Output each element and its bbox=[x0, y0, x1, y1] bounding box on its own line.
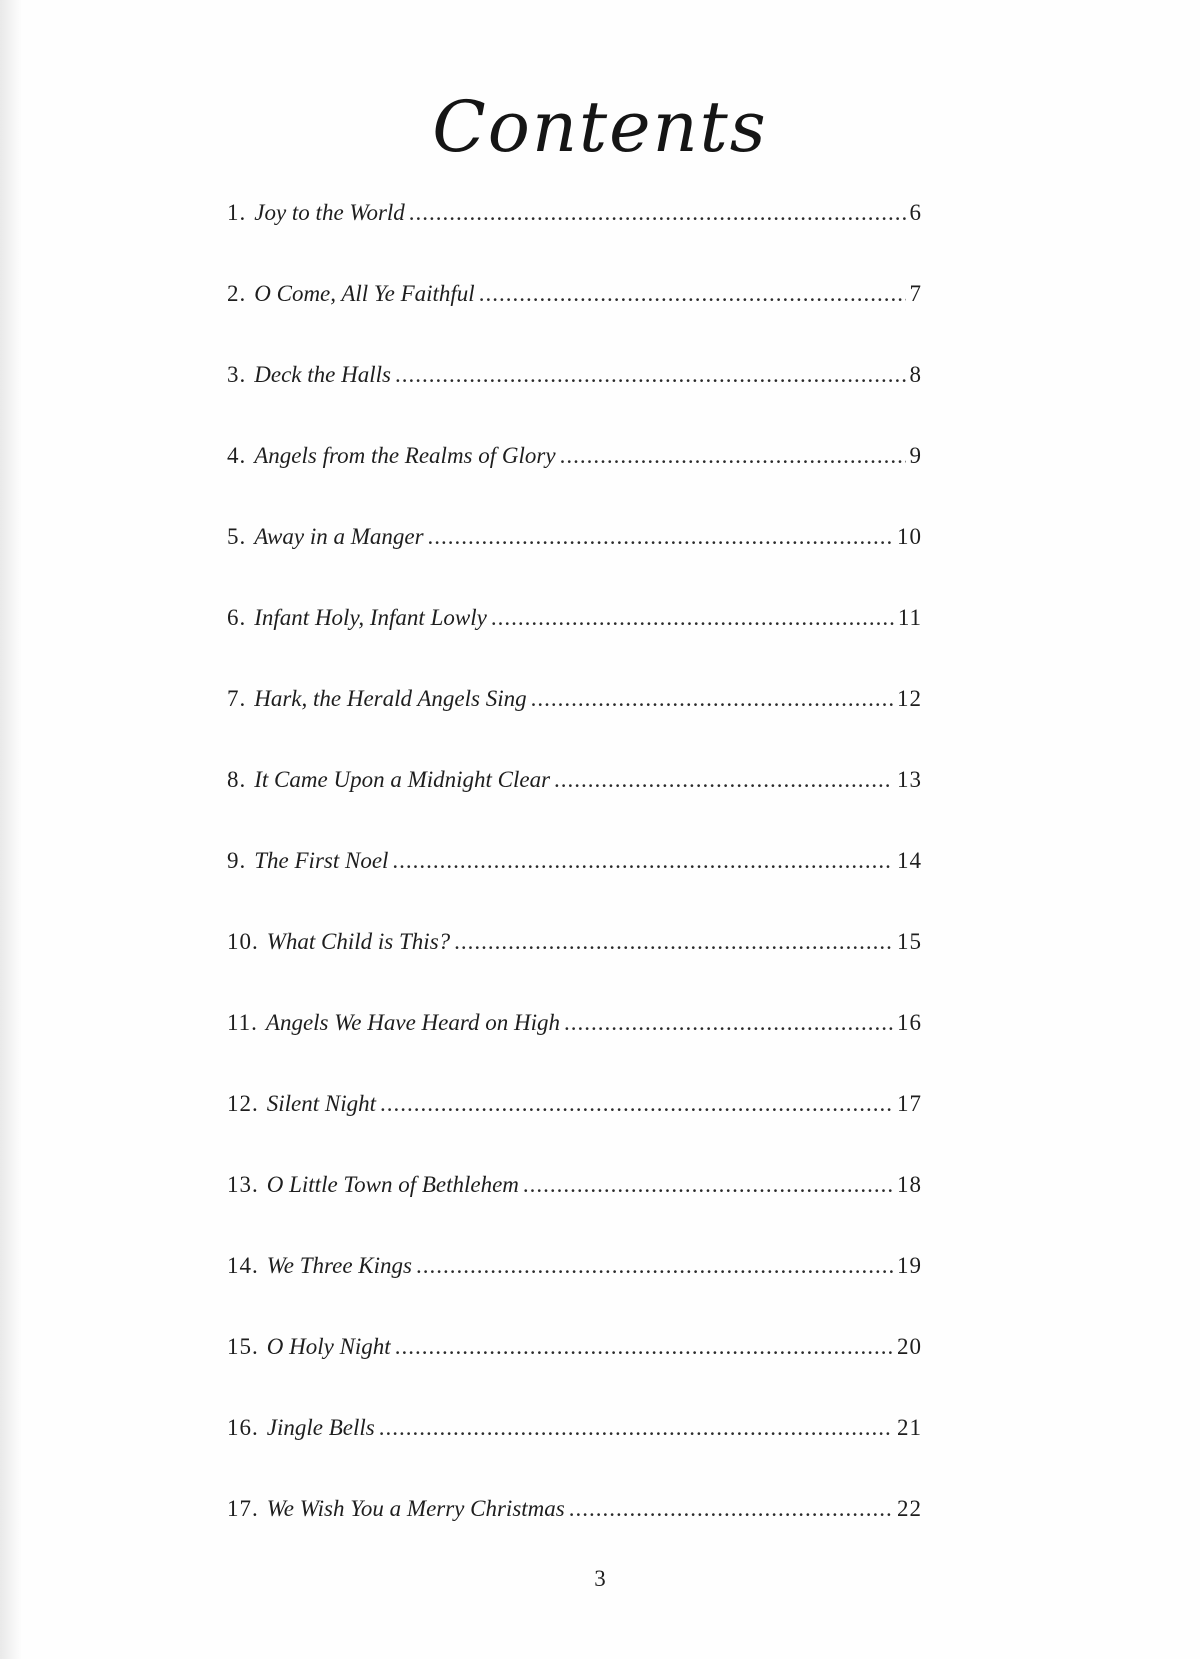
toc-entry[interactable] bbox=[227, 916, 922, 997]
entry-page-number: 6 bbox=[909, 200, 922, 225]
dot-leader bbox=[491, 592, 894, 644]
entry-title: Silent Night bbox=[266, 1091, 376, 1116]
dot-leader bbox=[395, 349, 906, 401]
toc-entry[interactable] bbox=[227, 268, 922, 349]
toc-entry[interactable] bbox=[227, 187, 922, 268]
toc-entry[interactable] bbox=[227, 997, 922, 1078]
dot-leader bbox=[379, 1402, 893, 1454]
entry-page-number: 12 bbox=[897, 686, 922, 711]
table-of-contents bbox=[227, 187, 922, 1564]
toc-entry[interactable] bbox=[227, 349, 922, 430]
dot-leader bbox=[554, 754, 893, 806]
dot-leader bbox=[564, 997, 893, 1049]
dot-leader bbox=[409, 187, 906, 239]
toc-entry[interactable] bbox=[227, 592, 922, 673]
dot-leader bbox=[392, 835, 893, 887]
entry-title: The First Noel bbox=[254, 848, 389, 873]
dot-leader bbox=[428, 511, 893, 563]
entry-number: 10. bbox=[227, 929, 259, 954]
entry-number: 13. bbox=[227, 1172, 259, 1197]
dot-leader bbox=[479, 268, 906, 320]
entry-title: Away in a Manger bbox=[254, 524, 424, 549]
entry-number: 15. bbox=[227, 1334, 259, 1359]
entry-number: 16. bbox=[227, 1415, 259, 1440]
toc-entry[interactable] bbox=[227, 1321, 922, 1402]
toc-entry[interactable] bbox=[227, 1240, 922, 1321]
entry-number: 3. bbox=[227, 362, 247, 387]
entry-number: 4. bbox=[227, 443, 247, 468]
entry-page-number: 9 bbox=[909, 443, 922, 468]
entry-title: Joy to the World bbox=[254, 200, 405, 225]
entry-page-number: 16 bbox=[897, 1010, 922, 1035]
entry-title: Angels from the Realms of Glory bbox=[254, 443, 556, 468]
dot-leader bbox=[416, 1240, 893, 1292]
entry-number: 14. bbox=[227, 1253, 259, 1278]
entry-page-number: 20 bbox=[897, 1334, 922, 1359]
entry-title: O Holy Night bbox=[266, 1334, 391, 1359]
toc-entry[interactable] bbox=[227, 673, 922, 754]
entry-number: 11. bbox=[227, 1010, 258, 1035]
entry-page-number: 8 bbox=[909, 362, 922, 387]
toc-entry[interactable] bbox=[227, 835, 922, 916]
toc-entry[interactable] bbox=[227, 511, 922, 592]
entry-title: Angels We Have Heard on High bbox=[265, 1010, 560, 1035]
entry-page-number: 17 bbox=[897, 1091, 922, 1116]
toc-entry[interactable] bbox=[227, 754, 922, 835]
page-edge-shadow bbox=[0, 0, 22, 1659]
entry-number: 6. bbox=[227, 605, 247, 630]
toc-entry[interactable] bbox=[227, 1078, 922, 1159]
entry-page-number: 21 bbox=[897, 1415, 922, 1440]
entry-number: 8. bbox=[227, 767, 247, 792]
entry-number: 12. bbox=[227, 1091, 259, 1116]
toc-entry[interactable] bbox=[227, 1483, 922, 1564]
entry-page-number: 18 bbox=[897, 1172, 922, 1197]
toc-entry[interactable] bbox=[227, 430, 922, 511]
entry-page-number: 15 bbox=[897, 929, 922, 954]
entry-page-number: 19 bbox=[897, 1253, 922, 1278]
entry-title: Deck the Halls bbox=[254, 362, 391, 387]
dot-leader bbox=[569, 1483, 893, 1535]
entry-title: What Child is This? bbox=[266, 929, 451, 954]
entry-number: 7. bbox=[227, 686, 247, 711]
entry-title: O Come, All Ye Faithful bbox=[254, 281, 475, 306]
dot-leader bbox=[523, 1159, 893, 1211]
entry-title: It Came Upon a Midnight Clear bbox=[254, 767, 551, 792]
dot-leader bbox=[531, 673, 893, 725]
entry-title: Hark, the Herald Angels Sing bbox=[254, 686, 527, 711]
toc-entry[interactable] bbox=[227, 1402, 922, 1483]
entry-page-number: 10 bbox=[897, 524, 922, 549]
entry-title: O Little Town of Bethlehem bbox=[266, 1172, 519, 1197]
entry-title: Jingle Bells bbox=[266, 1415, 375, 1440]
dot-leader bbox=[560, 430, 906, 482]
entry-title: We Three Kings bbox=[266, 1253, 412, 1278]
dot-leader bbox=[380, 1078, 893, 1130]
entry-title: Infant Holy, Infant Lowly bbox=[254, 605, 487, 630]
entry-number: 5. bbox=[227, 524, 247, 549]
entry-number: 17. bbox=[227, 1496, 259, 1521]
page-title: Contents bbox=[432, 86, 768, 168]
entry-page-number: 7 bbox=[909, 281, 922, 306]
entry-title: We Wish You a Merry Christmas bbox=[266, 1496, 565, 1521]
entry-number: 1. bbox=[227, 200, 247, 225]
dot-leader bbox=[395, 1321, 893, 1373]
entry-number: 2. bbox=[227, 281, 247, 306]
entry-page-number: 11 bbox=[897, 605, 922, 630]
entry-number: 9. bbox=[227, 848, 247, 873]
entry-page-number: 13 bbox=[897, 767, 922, 792]
entry-page-number: 14 bbox=[897, 848, 922, 873]
page-number: 3 bbox=[594, 1566, 606, 1591]
toc-entry[interactable] bbox=[227, 1159, 922, 1240]
entry-page-number: 22 bbox=[897, 1496, 922, 1521]
dot-leader bbox=[454, 916, 893, 968]
